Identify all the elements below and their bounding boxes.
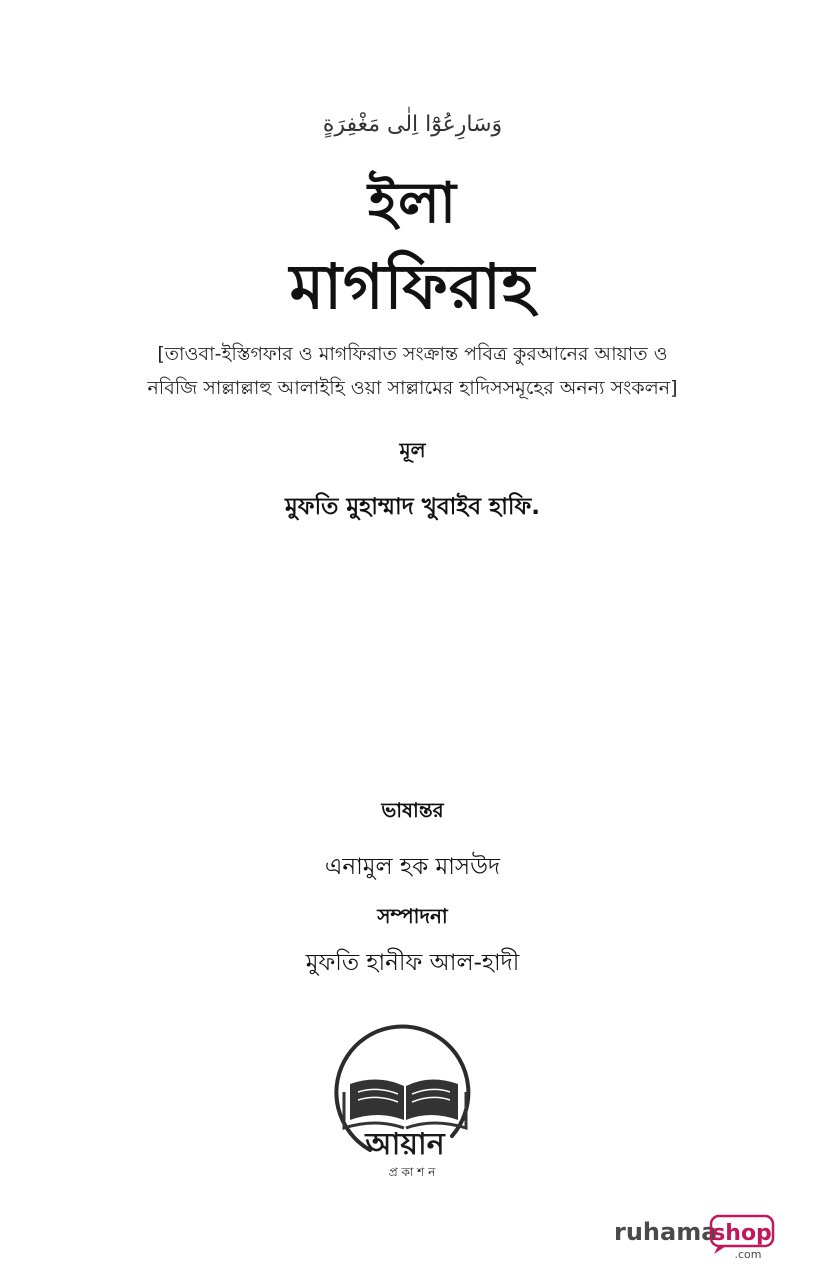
open-book-icon <box>344 1079 466 1128</box>
editor-name: মুফতি হানীফ আল-হাদী <box>305 950 520 976</box>
subtitle-line-2: নবিজি সাল্লাল্লাহু আলাইহি ওয়া সাল্লামের হাদিসসমূহের অনন্য সংকলন] <box>147 377 678 399</box>
author-name: মুফতি মুহাম্মাদ খুবাইব হাফি. <box>284 494 540 520</box>
publisher-logo <box>330 1022 480 1182</box>
translation-label: ভাষান্তর <box>381 798 444 822</box>
title-line-1: ইলা <box>367 171 458 236</box>
arabic-verse: وَسَارِعُوْٓا اِلٰى مَغْفِرَةٍ <box>322 112 503 137</box>
publisher-name: আয়ান <box>365 1127 445 1162</box>
original-label: মূল <box>399 438 426 462</box>
watermark-domain: .com <box>734 1248 762 1261</box>
publisher-tagline: প্র কা শ ন <box>388 1165 436 1179</box>
editing-label: সম্পাদনা <box>377 904 448 928</box>
watermark-brand-right: shop <box>712 1221 772 1246</box>
translator-name: এনামুল হক মাসউদ <box>324 854 501 880</box>
title-line-2: মাগফিরাহ <box>289 250 536 323</box>
watermark-brand-left: ruhama <box>614 1218 718 1246</box>
ruhamashop-watermark <box>614 1212 784 1262</box>
subtitle-line-1: [তাওবা-ইস্তিগফার ও মাগফিরাত সংক্রান্ত পবিত্র কুরআনের আয়াত ও <box>157 343 668 365</box>
